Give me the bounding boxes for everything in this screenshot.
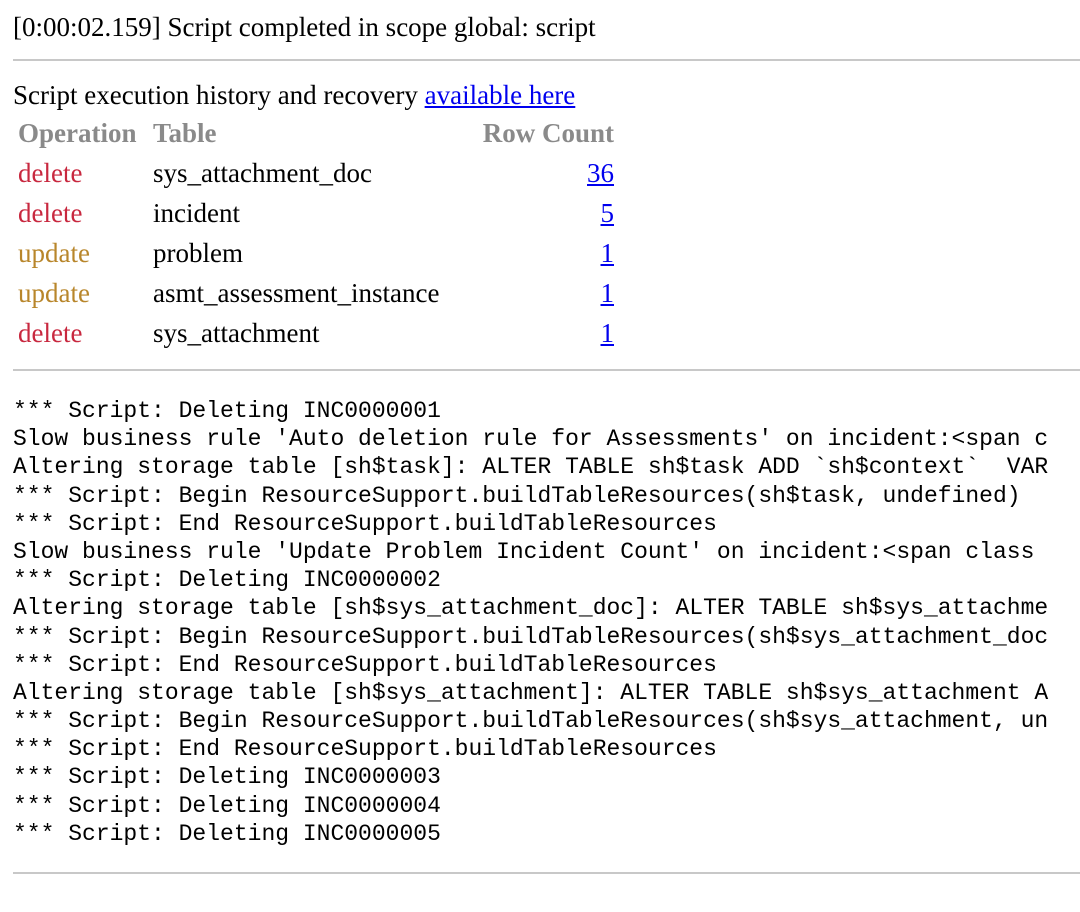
header-row-count: Row Count [482, 118, 614, 148]
operation-type: update [18, 238, 90, 268]
row-count-link[interactable]: 1 [600, 318, 614, 348]
log-line: Slow business rule 'Update Problem Incident Count' on incident:<span class [13, 538, 1049, 565]
log-line: Altering storage table [sh$sys_attachment]: ALTER TABLE sh$sys_attachment A [13, 679, 1049, 706]
table-row [18, 313, 614, 353]
operations-table [18, 113, 614, 353]
history-line [13, 78, 575, 112]
table-row [18, 273, 614, 313]
table-row [18, 153, 614, 193]
operations-table-header [18, 113, 614, 153]
header-operation: Operation [18, 118, 137, 148]
log-line: *** Script: End ResourceSupport.buildTableResources [13, 736, 717, 763]
header-table: Table [153, 118, 217, 148]
operation-type: update [18, 278, 90, 308]
log-line: *** Script: End ResourceSupport.buildTableResources [13, 651, 717, 678]
row-count-link[interactable]: 5 [600, 198, 614, 228]
table-row [18, 193, 614, 233]
log-line: *** Script: End ResourceSupport.buildTableResources [13, 510, 717, 537]
row-count-link[interactable]: 1 [600, 238, 614, 268]
row-count-link[interactable]: 36 [587, 158, 614, 188]
divider-middle [13, 369, 1080, 371]
log-line: Slow business rule 'Auto deletion rule for Assessments' on incident:<span c [13, 426, 1049, 453]
log-line: Altering storage table [sh$sys_attachment_doc]: ALTER TABLE sh$sys_attachme [13, 595, 1049, 622]
table-name: asmt_assessment_instance [153, 278, 440, 308]
log-line: *** Script: Deleting INC0000002 [13, 567, 441, 594]
log-line: *** Script: Deleting INC0000003 [13, 764, 441, 791]
operation-type: delete [18, 158, 83, 188]
table-name: incident [153, 198, 240, 228]
history-text: Script execution history and recovery [13, 80, 425, 110]
log-line: *** Script: Begin ResourceSupport.buildTableResources(sh$task, undefined) [13, 482, 1021, 509]
table-row [18, 233, 614, 273]
log-line: *** Script: Deleting INC0000001 [13, 398, 441, 424]
history-link[interactable]: available here [424, 80, 576, 110]
table-name: problem [153, 238, 243, 268]
log-line: *** Script: Deleting INC0000005 [13, 820, 441, 847]
row-count-link[interactable]: 1 [600, 278, 614, 308]
log-line: *** Script: Begin ResourceSupport.buildTableResources(sh$sys_attachment_doc [13, 623, 1049, 650]
table-name: sys_attachment [153, 318, 320, 348]
table-name: sys_attachment_doc [153, 158, 372, 188]
divider-top [13, 59, 1080, 61]
operation-type: delete [18, 318, 83, 348]
operation-type: delete [18, 198, 83, 228]
log-line: Altering storage table [sh$task]: ALTER TABLE sh$task ADD `sh$context` VAR [13, 454, 1049, 481]
log-line: *** Script: Begin ResourceSupport.buildTableResources(sh$sys_attachment, un [13, 708, 1049, 735]
log-line: *** Script: Deleting INC0000004 [13, 792, 441, 819]
script-output-log [13, 397, 1080, 848]
script-status-line: [0:00:02.159] Script completed in scope global: script [13, 12, 596, 42]
divider-bottom [13, 872, 1080, 874]
